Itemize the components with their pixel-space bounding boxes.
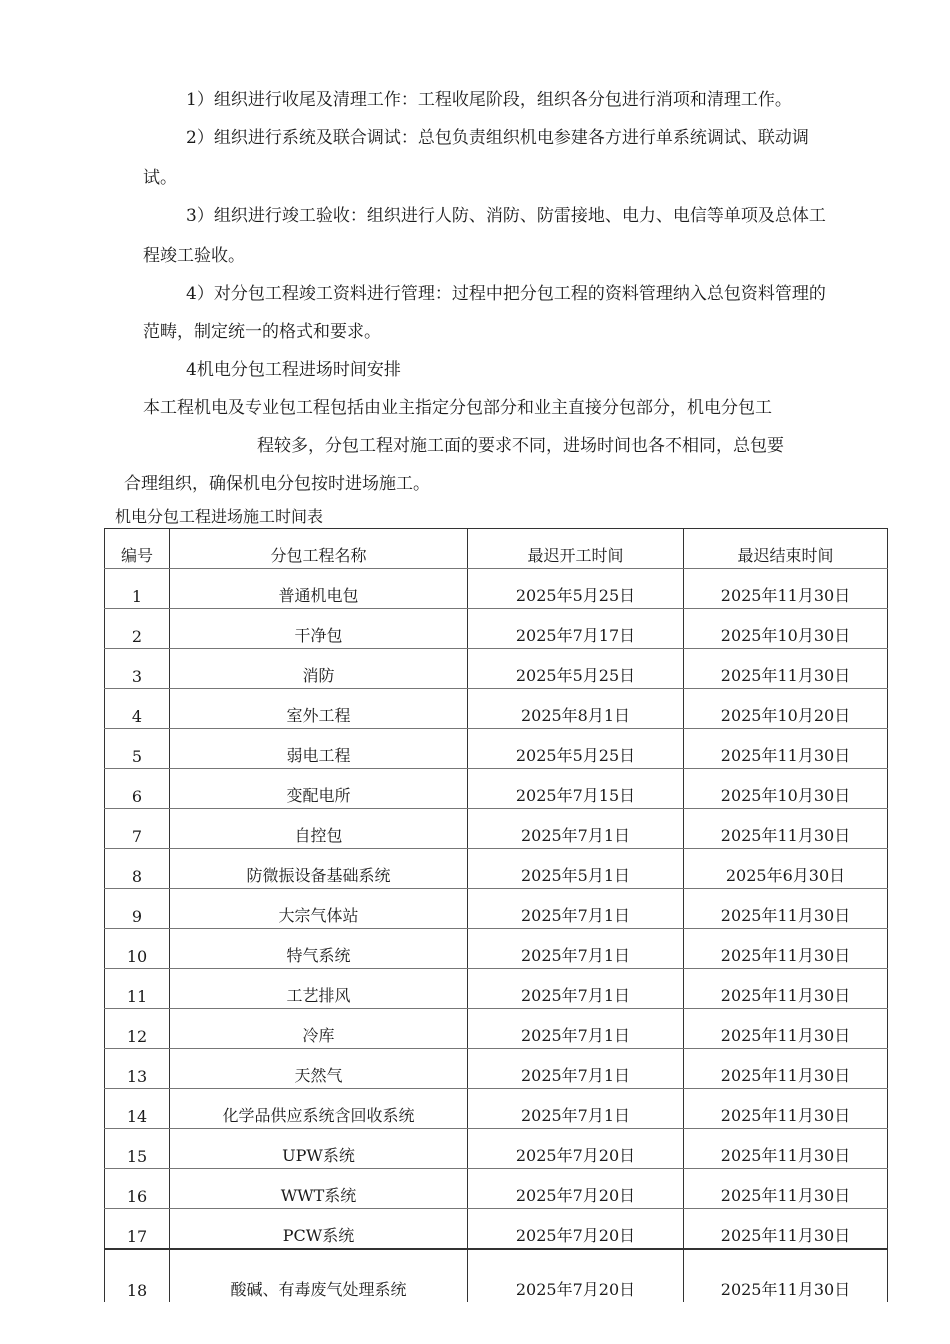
- row-number: 5: [105, 729, 170, 769]
- table-row: [105, 649, 888, 689]
- schedule-table: [104, 528, 888, 1302]
- latest-end: 2025年11月30日: [684, 929, 888, 969]
- header-number: 编号: [105, 529, 170, 569]
- header-latest-start: 最迟开工时间: [468, 529, 684, 569]
- latest-start: 2025年7月15日: [468, 769, 684, 809]
- latest-start: 2025年5月25日: [468, 649, 684, 689]
- latest-end: 2025年11月30日: [684, 1089, 888, 1129]
- latest-end: 2025年11月30日: [684, 1209, 888, 1250]
- table-row: [105, 929, 888, 969]
- subcontract-name: 冷库: [170, 1009, 468, 1049]
- latest-end: 2025年11月30日: [684, 729, 888, 769]
- row-number: 14: [105, 1089, 170, 1129]
- latest-start: 2025年7月17日: [468, 609, 684, 649]
- subcontract-name: 防微振设备基础系统: [170, 849, 468, 889]
- table-row: [105, 1209, 888, 1250]
- row-number: 18: [105, 1249, 170, 1302]
- subcontract-name: 特气系统: [170, 929, 468, 969]
- subcontract-name: 天然气: [170, 1049, 468, 1089]
- row-number: 12: [105, 1009, 170, 1049]
- latest-start: 2025年7月1日: [468, 929, 684, 969]
- latest-start: 2025年7月1日: [468, 1049, 684, 1089]
- latest-end: 2025年11月30日: [684, 1169, 888, 1209]
- latest-start: 2025年7月20日: [468, 1169, 684, 1209]
- latest-start: 2025年7月20日: [468, 1249, 684, 1302]
- latest-end: 2025年11月30日: [684, 569, 888, 609]
- latest-end: 2025年10月30日: [684, 769, 888, 809]
- subcontract-name: UPW系统: [170, 1129, 468, 1169]
- subcontract-name: 化学品供应系统含回收系统: [170, 1089, 468, 1129]
- row-number: 7: [105, 809, 170, 849]
- row-number: 2: [105, 609, 170, 649]
- paragraph-closeout: 1）组织进行收尾及清理工作：工程收尾阶段，组织各分包进行消项和清理工作。: [186, 90, 792, 110]
- latest-end: 2025年11月30日: [684, 1049, 888, 1089]
- section-heading: 4机电分包工程进场时间安排: [186, 360, 401, 380]
- paragraph-documents: 4）对分包工程竣工资料进行管理：过程中把分包工程的资料管理纳入总包资料管理的: [186, 284, 826, 304]
- row-number: 4: [105, 689, 170, 729]
- subcontract-name: 干净包: [170, 609, 468, 649]
- row-number: 6: [105, 769, 170, 809]
- row-number: 10: [105, 929, 170, 969]
- table-row: [105, 569, 888, 609]
- paragraph-commissioning-cont: 试。: [143, 168, 177, 188]
- latest-start: 2025年7月1日: [468, 1009, 684, 1049]
- paragraph-intro: 本工程机电及专业包工程包括由业主指定分包部分和业主直接分包部分，机电分包工: [143, 398, 772, 418]
- row-number: 8: [105, 849, 170, 889]
- row-number: 3: [105, 649, 170, 689]
- paragraph-acceptance: 3）组织进行竣工验收：组织进行人防、消防、防雷接地、电力、电信等单项及总体工: [186, 206, 826, 226]
- latest-start: 2025年5月25日: [468, 569, 684, 609]
- table-row: [105, 1129, 888, 1169]
- latest-end: 2025年10月30日: [684, 609, 888, 649]
- latest-end: 2025年11月30日: [684, 889, 888, 929]
- subcontract-name: 工艺排风: [170, 969, 468, 1009]
- table-caption: 机电分包工程进场施工时间表: [115, 507, 324, 526]
- paragraph-intro-end: 合理组织，确保机电分包按时进场施工。: [124, 474, 430, 494]
- row-number: 15: [105, 1129, 170, 1169]
- paragraph-commissioning: 2）组织进行系统及联合调试：总包负责组织机电参建各方进行单系统调试、联动调: [186, 128, 809, 148]
- latest-start: 2025年7月1日: [468, 969, 684, 1009]
- latest-end: 2025年11月30日: [684, 1249, 888, 1302]
- header-subcontract-name: 分包工程名称: [170, 529, 468, 569]
- subcontract-name: 普通机电包: [170, 569, 468, 609]
- subcontract-name: 酸碱、有毒废气处理系统: [170, 1249, 468, 1302]
- row-number: 11: [105, 969, 170, 1009]
- row-number: 9: [105, 889, 170, 929]
- table-row: [105, 1089, 888, 1129]
- subcontract-name: 弱电工程: [170, 729, 468, 769]
- table-row: [105, 969, 888, 1009]
- row-number: 16: [105, 1169, 170, 1209]
- table-body: [105, 569, 888, 1303]
- latest-end: 2025年11月30日: [684, 809, 888, 849]
- row-number: 1: [105, 569, 170, 609]
- table-row: [105, 1049, 888, 1089]
- subcontract-name: 变配电所: [170, 769, 468, 809]
- latest-end: 2025年11月30日: [684, 1129, 888, 1169]
- latest-start: 2025年7月20日: [468, 1129, 684, 1169]
- paragraph-intro-cont: 程较多，分包工程对施工面的要求不同，进场时间也各不相同，总包要: [257, 436, 784, 456]
- latest-end: 2025年11月30日: [684, 649, 888, 689]
- latest-start: 2025年5月25日: [468, 729, 684, 769]
- subcontract-name: PCW系统: [170, 1209, 468, 1250]
- latest-end: 2025年6月30日: [684, 849, 888, 889]
- table-row: [105, 609, 888, 649]
- table-row: [105, 809, 888, 849]
- table-row: [105, 1009, 888, 1049]
- subcontract-name: 大宗气体站: [170, 889, 468, 929]
- table-row: [105, 1169, 888, 1209]
- row-number: 17: [105, 1209, 170, 1250]
- latest-end: 2025年11月30日: [684, 1009, 888, 1049]
- subcontract-name: 消防: [170, 649, 468, 689]
- table-row: [105, 1249, 888, 1302]
- latest-start: 2025年5月1日: [468, 849, 684, 889]
- table-row: [105, 889, 888, 929]
- latest-start: 2025年7月1日: [468, 809, 684, 849]
- subcontract-name: 自控包: [170, 809, 468, 849]
- paragraph-acceptance-cont: 程竣工验收。: [143, 246, 245, 266]
- latest-start: 2025年7月20日: [468, 1209, 684, 1250]
- table-row: [105, 729, 888, 769]
- header-latest-end: 最迟结束时间: [684, 529, 888, 569]
- table-row: [105, 849, 888, 889]
- latest-end: 2025年11月30日: [684, 969, 888, 1009]
- paragraph-documents-cont: 范畴，制定统一的格式和要求。: [143, 322, 381, 342]
- table-header-row: [105, 529, 888, 569]
- table-row: [105, 769, 888, 809]
- latest-end: 2025年10月20日: [684, 689, 888, 729]
- row-number: 13: [105, 1049, 170, 1089]
- latest-start: 2025年7月1日: [468, 1089, 684, 1129]
- latest-start: 2025年8月1日: [468, 689, 684, 729]
- subcontract-name: WWT系统: [170, 1169, 468, 1209]
- latest-start: 2025年7月1日: [468, 889, 684, 929]
- subcontract-name: 室外工程: [170, 689, 468, 729]
- table-row: [105, 689, 888, 729]
